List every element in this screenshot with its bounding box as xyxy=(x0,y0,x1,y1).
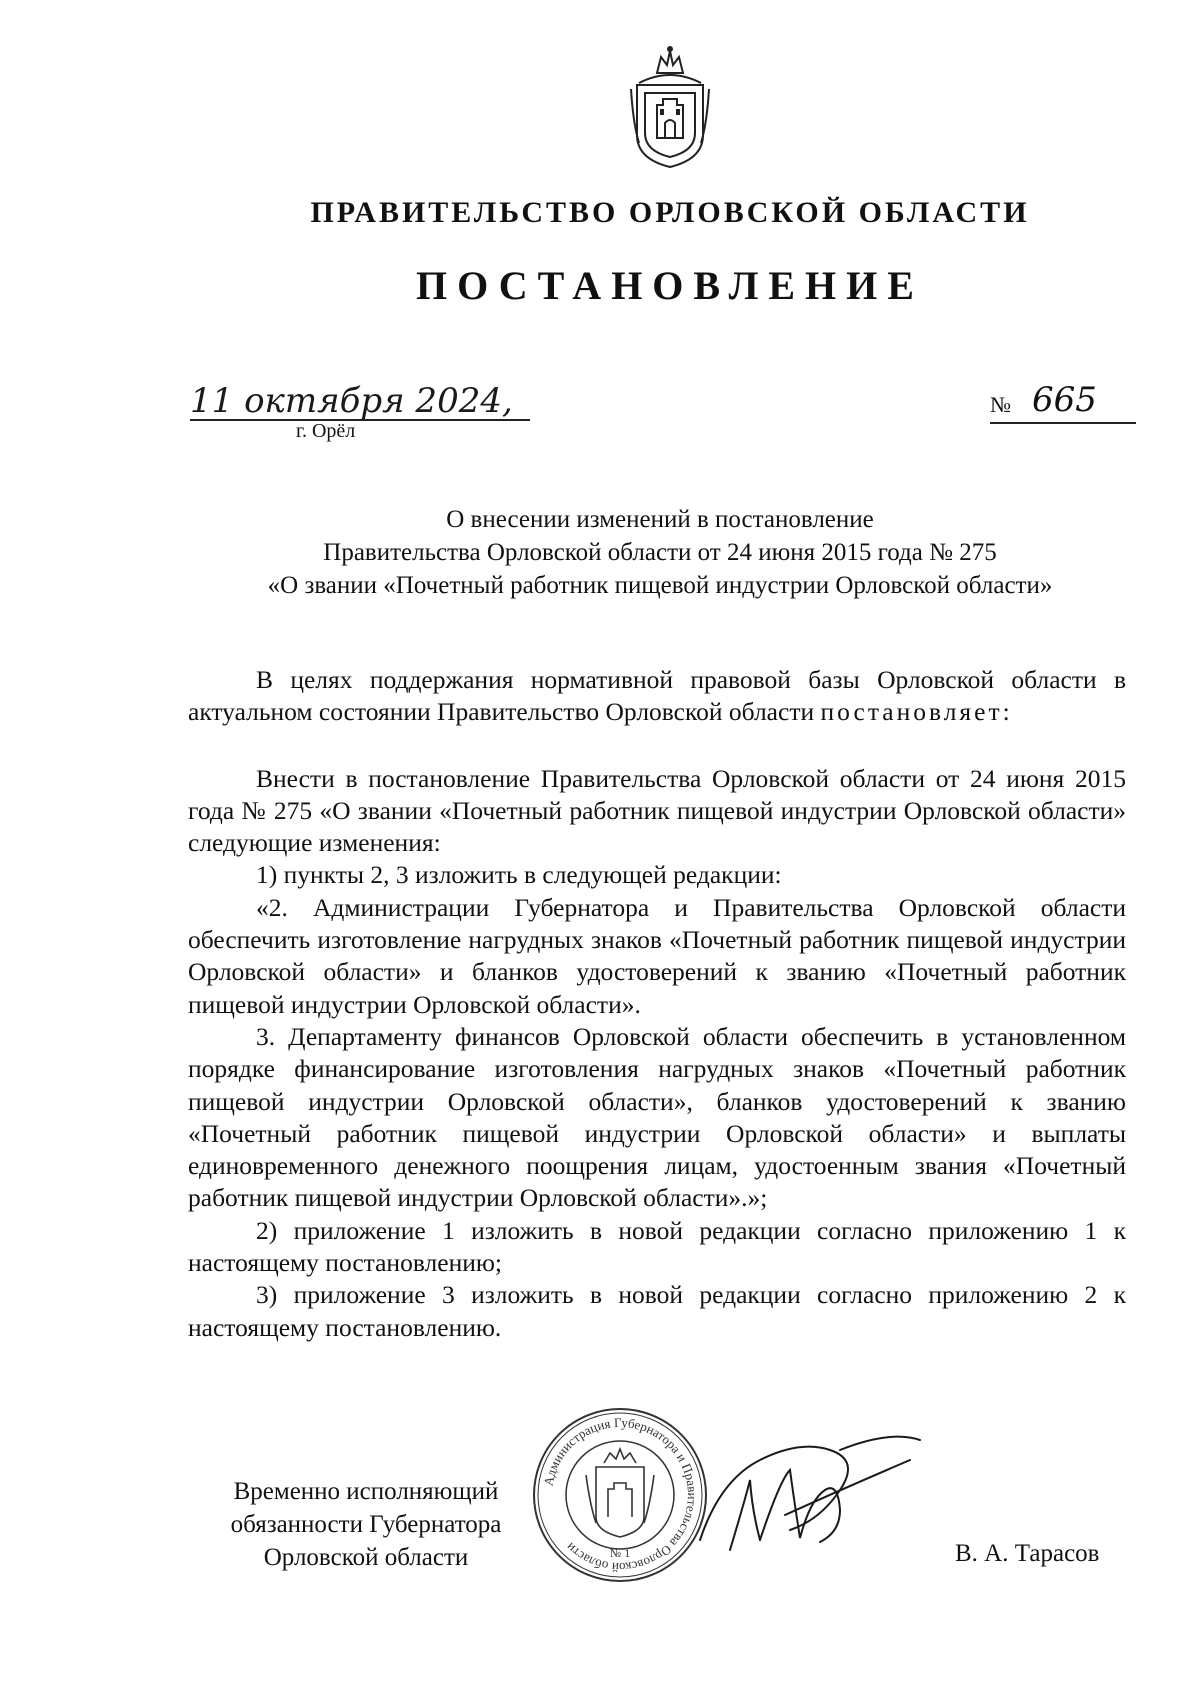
city-label: г. Орёл xyxy=(296,420,356,442)
handwritten-signature xyxy=(690,1420,930,1570)
preamble-paragraph xyxy=(188,664,1126,729)
intro-paragraph: Внести в постановление Правительства Орловской области от 24 июня 2015 года № 275 «О звании «Почетный работник пищевой индустрии Орловской области» следующие изменения: xyxy=(188,763,1126,858)
handwritten-number: 665 xyxy=(1032,380,1097,420)
official-seal xyxy=(530,1405,710,1585)
item-1-paragraph: 1) пункты 2, 3 изложить в следующей редакции: xyxy=(256,860,782,890)
document-number xyxy=(990,380,1136,424)
coat-of-arms-emblem xyxy=(627,43,713,171)
seal-ring-text: Администрация Губернатора и Правительства Орловской области xyxy=(540,1414,701,1576)
position-line: Временно исполняющий xyxy=(233,1478,499,1505)
document-subject xyxy=(180,503,1140,602)
organization-title: ПРАВИТЕЛЬСТВО ОРЛОВСКОЙ ОБЛАСТИ xyxy=(310,196,1030,229)
subject-line: Правительства Орловской области от 24 июня 2015 года № 275 xyxy=(323,539,997,566)
preamble-verb: постановляет: xyxy=(820,697,1013,727)
subject-line: «О звании «Почетный работник пищевой индустрии Орловской области» xyxy=(267,572,1053,599)
position-line: обязанности Губернатора xyxy=(230,1511,502,1538)
clause-3-paragraph: 3. Департаменту финансов Орловской области обеспечить в установленном порядке финансирование изготовления нагрудных знаков «Почетный работник пищевой индустрии Орловской области», бланков удостоверений к званию «Почетный работник пищевой индустрии Орловской области» и выплаты единовременного денежного поощрения лицам, удостоенным звания «Почетный работник пищевой индустрии Орловской области».»; xyxy=(188,1021,1126,1213)
seal-number-text: № 1 xyxy=(609,1546,631,1560)
preamble-text: В целях поддержания нормативной правовой базы Орловской области в актуальном состоянии Правительство Орловской области xyxy=(188,665,1126,727)
paragraph-gap xyxy=(188,729,1126,763)
signatory-position xyxy=(196,1475,536,1574)
subject-line: О внесении изменений в постановление xyxy=(446,506,874,533)
clause-2-paragraph: «2. Администрации Губернатора и Правительства Орловской области обеспечить изготовление нагрудных знаков «Почетный работник пищевой индустрии Орловской области» и бланков удостоверений к званию «Почетный работник пищевой индустрии Орловской области». xyxy=(188,892,1126,1019)
document-type-title: ПОСТАНОВЛЕНИЕ xyxy=(416,263,924,308)
signatory-name: В. А. Тарасов xyxy=(955,1540,1100,1567)
number-sign: № xyxy=(990,392,1011,417)
item-2-paragraph: 2) приложение 1 изложить в новой редакции согласно приложению 1 к настоящему постановлению; xyxy=(188,1215,1126,1278)
item-3-paragraph: 3) приложение 3 изложить в новой редакции согласно приложению 2 к настоящему постановлению. xyxy=(188,1280,1126,1342)
document-body xyxy=(188,664,1126,1344)
handwritten-date: 11 октября 2024, xyxy=(190,383,530,421)
position-line: Орловской области xyxy=(263,1544,469,1571)
